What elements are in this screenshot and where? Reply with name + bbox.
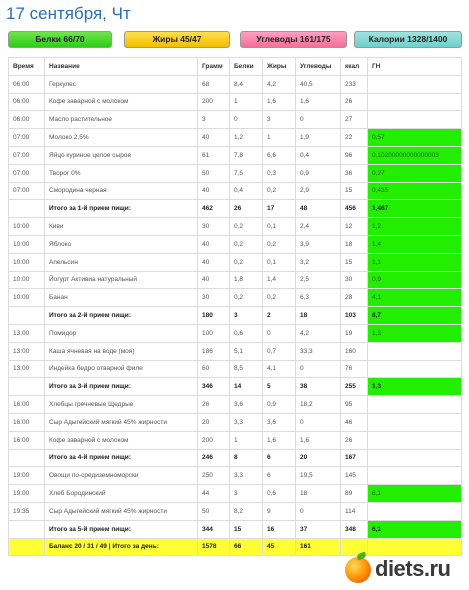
cell-kcal: 12 <box>341 218 368 236</box>
cell-gl <box>368 111 462 129</box>
cell-grams: 50 <box>198 164 230 182</box>
cell-grams: 50 <box>198 502 230 520</box>
cell-time: 13:00 <box>9 342 45 360</box>
cell-kcal: 46 <box>341 413 368 431</box>
cell-fat: 5 <box>263 378 296 396</box>
cell-gl <box>368 431 462 449</box>
cell-grams: 61 <box>198 146 230 164</box>
cell-fat: 1,6 <box>263 431 296 449</box>
cell-protein: 66 <box>230 538 263 556</box>
cell-fat: 0 <box>263 324 296 342</box>
cell-carbs: 6,3 <box>296 289 341 307</box>
cell-fat: 0,1 <box>263 253 296 271</box>
column-header-gl: ГН <box>368 58 462 76</box>
column-header-carbs: Углеводы <box>296 58 341 76</box>
cell-carbs: 3,9 <box>296 235 341 253</box>
table-row <box>9 111 462 129</box>
cell-grams: 200 <box>198 93 230 111</box>
table-row <box>9 360 462 378</box>
cell-fat: 17 <box>263 200 296 218</box>
cell-time: 06:00 <box>9 111 45 129</box>
cell-time: 10:00 <box>9 253 45 271</box>
column-header-grams: Грамм <box>198 58 230 76</box>
cell-gl: 1,467 <box>368 200 462 218</box>
cell-kcal: 95 <box>341 396 368 414</box>
table-row <box>9 129 462 147</box>
cell-grams: 20 <box>198 413 230 431</box>
cell-carbs: 40,5 <box>296 75 341 93</box>
cell-name: Итого за 5-й прием пищи: <box>45 520 198 538</box>
cell-fat: 0,2 <box>263 289 296 307</box>
cell-name: Итого за 2-й прием пищи: <box>45 307 198 325</box>
cell-fat: 1,6 <box>263 93 296 111</box>
table-row <box>9 218 462 236</box>
cell-name: Банан <box>45 289 198 307</box>
fat-badge: Жиры 45/47 <box>124 31 230 48</box>
cell-kcal: 19 <box>341 324 368 342</box>
cell-fat: 9 <box>263 502 296 520</box>
cell-gl: 1,3 <box>368 378 462 396</box>
cell-kcal: 103 <box>341 307 368 325</box>
cell-name: Итого за 3-й прием пищи: <box>45 378 198 396</box>
cell-gl: 4,1 <box>368 289 462 307</box>
cell-kcal: 456 <box>341 200 368 218</box>
carbs-badge: Углеводы 161/175 <box>240 31 347 48</box>
cell-time: 19:35 <box>9 502 45 520</box>
cell-gl: 1,1 <box>368 253 462 271</box>
cell-carbs: 19,5 <box>296 467 341 485</box>
cell-protein: 0,2 <box>230 235 263 253</box>
cell-protein: 8 <box>230 449 263 467</box>
table-row <box>9 467 462 485</box>
cell-protein: 1 <box>230 431 263 449</box>
cell-name: Итого за 1-й прием пищи: <box>45 200 198 218</box>
table-row <box>9 164 462 182</box>
cell-fat: 1,4 <box>263 271 296 289</box>
cell-grams: 186 <box>198 342 230 360</box>
cell-fat: 6 <box>263 449 296 467</box>
cell-fat: 1 <box>263 129 296 147</box>
cell-grams: 344 <box>198 520 230 538</box>
food-diary-table <box>8 57 462 556</box>
cell-kcal: 22 <box>341 129 368 147</box>
cell-name: Сыр Адыгейский мягкий 45% жирности <box>45 502 198 520</box>
cell-grams: 180 <box>198 307 230 325</box>
table-header-row <box>9 58 462 76</box>
cell-carbs: 20 <box>296 449 341 467</box>
cell-kcal: 255 <box>341 378 368 396</box>
cell-fat: 3,6 <box>263 413 296 431</box>
cell-grams: 100 <box>198 324 230 342</box>
cell-protein: 0,4 <box>230 182 263 200</box>
cell-carbs: 4,2 <box>296 324 341 342</box>
cell-grams: 40 <box>198 271 230 289</box>
nutrient-summary <box>8 31 461 48</box>
cell-gl <box>368 396 462 414</box>
cell-time: 07:00 <box>9 164 45 182</box>
cell-gl: 6,1 <box>368 485 462 503</box>
cell-time <box>9 520 45 538</box>
cell-grams: 246 <box>198 449 230 467</box>
cell-name: Овощи по-средиземноморски <box>45 467 198 485</box>
cell-carbs: 1,6 <box>296 93 341 111</box>
cell-kcal: 26 <box>341 93 368 111</box>
cell-grams: 40 <box>198 235 230 253</box>
cell-protein: 3 <box>230 307 263 325</box>
cell-kcal: 30 <box>341 271 368 289</box>
cell-carbs: 161 <box>296 538 341 556</box>
day-title: 17 сентября, Чт <box>6 4 131 23</box>
cell-carbs: 18 <box>296 485 341 503</box>
table-row <box>9 146 462 164</box>
cell-kcal: 114 <box>341 502 368 520</box>
cell-carbs: 18,2 <box>296 396 341 414</box>
cell-gl <box>368 342 462 360</box>
cell-name: Киви <box>45 218 198 236</box>
cell-name: Геркулес <box>45 75 198 93</box>
cell-kcal: 76 <box>341 360 368 378</box>
cell-kcal: 15 <box>341 253 368 271</box>
cell-grams: 40 <box>198 129 230 147</box>
cell-time <box>9 378 45 396</box>
cell-grams: 3 <box>198 111 230 129</box>
cell-carbs: 1,6 <box>296 431 341 449</box>
cell-name: Кофе заварной с молоком <box>45 431 198 449</box>
cell-time: 06:00 <box>9 93 45 111</box>
cell-gl: 0,10200000000000003 <box>368 146 462 164</box>
cell-protein: 0,2 <box>230 218 263 236</box>
cell-time: 13:00 <box>9 324 45 342</box>
cell-grams: 60 <box>198 360 230 378</box>
cell-grams: 346 <box>198 378 230 396</box>
column-header-kcal: ккал <box>341 58 368 76</box>
cell-carbs: 0 <box>296 360 341 378</box>
cell-time: 19:00 <box>9 485 45 503</box>
cell-grams: 26 <box>198 396 230 414</box>
cell-carbs: 0 <box>296 502 341 520</box>
cell-carbs: 0 <box>296 111 341 129</box>
table-row <box>9 431 462 449</box>
cell-name: Итого за 4-й прием пищи: <box>45 449 198 467</box>
apple-icon <box>345 557 371 583</box>
cell-time: 13:00 <box>9 360 45 378</box>
cell-grams: 30 <box>198 218 230 236</box>
cell-kcal: 167 <box>341 449 368 467</box>
cell-fat: 0,9 <box>263 396 296 414</box>
cell-grams: 40 <box>198 182 230 200</box>
cell-protein: 1 <box>230 93 263 111</box>
cell-protein: 0,2 <box>230 289 263 307</box>
column-header-time: Время <box>9 58 45 76</box>
cell-carbs: 2,4 <box>296 218 341 236</box>
cell-protein: 3 <box>230 485 263 503</box>
cell-grams: 30 <box>198 289 230 307</box>
cell-time <box>9 307 45 325</box>
table-row <box>9 324 462 342</box>
table-row <box>9 502 462 520</box>
cell-grams: 1578 <box>198 538 230 556</box>
cell-name: Апельсин <box>45 253 198 271</box>
cell-fat: 0,2 <box>263 182 296 200</box>
cell-protein: 3,3 <box>230 467 263 485</box>
table-row <box>9 342 462 360</box>
cell-gl: 1,2 <box>368 218 462 236</box>
cell-fat: 0,7 <box>263 342 296 360</box>
cell-fat: 4,2 <box>263 75 296 93</box>
cell-gl: 1,4 <box>368 235 462 253</box>
cell-fat: 2 <box>263 307 296 325</box>
cell-grams: 40 <box>198 253 230 271</box>
cell-protein: 3,3 <box>230 413 263 431</box>
cell-gl: 8,7 <box>368 307 462 325</box>
cell-time: 10:00 <box>9 218 45 236</box>
table-row <box>9 413 462 431</box>
cell-time: 10:00 <box>9 235 45 253</box>
column-header-name: Название <box>45 58 198 76</box>
cell-gl <box>368 360 462 378</box>
calories-badge: Калории 1328/1400 <box>354 31 462 48</box>
cell-grams: 200 <box>198 431 230 449</box>
cell-kcal: 348 <box>341 520 368 538</box>
cell-protein: 26 <box>230 200 263 218</box>
cell-fat: 6 <box>263 467 296 485</box>
cell-gl: 1,3 <box>368 324 462 342</box>
cell-kcal: 15 <box>341 182 368 200</box>
cell-carbs: 38 <box>296 378 341 396</box>
cell-gl <box>368 413 462 431</box>
table-row <box>9 289 462 307</box>
cell-protein: 8,5 <box>230 360 263 378</box>
cell-protein: 14 <box>230 378 263 396</box>
cell-kcal: 36 <box>341 164 368 182</box>
table-row <box>9 253 462 271</box>
cell-protein: 0 <box>230 111 263 129</box>
cell-gl: 0,435 <box>368 182 462 200</box>
cell-fat: 4,1 <box>263 360 296 378</box>
cell-gl <box>368 502 462 520</box>
cell-kcal: 233 <box>341 75 368 93</box>
cell-gl: 0,57 <box>368 129 462 147</box>
cell-time <box>9 200 45 218</box>
cell-carbs: 3,2 <box>296 253 341 271</box>
cell-fat: 3 <box>263 111 296 129</box>
cell-grams: 68 <box>198 75 230 93</box>
cell-fat: 6,6 <box>263 146 296 164</box>
cell-protein: 7,8 <box>230 146 263 164</box>
cell-gl: 0,9 <box>368 271 462 289</box>
cell-kcal: 160 <box>341 342 368 360</box>
cell-protein: 8,2 <box>230 502 263 520</box>
cell-name: Помидор <box>45 324 198 342</box>
cell-gl <box>368 538 462 556</box>
cell-grams: 250 <box>198 467 230 485</box>
cell-time: 19:00 <box>9 467 45 485</box>
table-row <box>9 93 462 111</box>
cell-protein: 1,8 <box>230 271 263 289</box>
cell-carbs: 0,4 <box>296 146 341 164</box>
cell-fat: 0,6 <box>263 485 296 503</box>
cell-name: Молоко 2,5% <box>45 129 198 147</box>
cell-carbs: 1,9 <box>296 129 341 147</box>
cell-name: Хлеб Бородинский <box>45 485 198 503</box>
meal-subtotal-row <box>9 449 462 467</box>
cell-name: Индейка бедро отварной филе <box>45 360 198 378</box>
cell-protein: 1,2 <box>230 129 263 147</box>
cell-kcal: 96 <box>341 146 368 164</box>
cell-carbs: 37 <box>296 520 341 538</box>
cell-time: 10:00 <box>9 289 45 307</box>
cell-name: Творог 0% <box>45 164 198 182</box>
cell-time: 16:00 <box>9 413 45 431</box>
cell-protein: 3,6 <box>230 396 263 414</box>
cell-name: Хлебцы гречневые Щедрые <box>45 396 198 414</box>
cell-name: Масло растительное <box>45 111 198 129</box>
table-row <box>9 271 462 289</box>
cell-gl: 6,1 <box>368 520 462 538</box>
cell-kcal: 26 <box>341 431 368 449</box>
meal-subtotal-row <box>9 378 462 396</box>
cell-carbs: 48 <box>296 200 341 218</box>
cell-kcal: 28 <box>341 289 368 307</box>
cell-protein: 7,5 <box>230 164 263 182</box>
cell-name: Баланс 20 / 31 / 49 | Итого за день: <box>45 538 198 556</box>
cell-carbs: 0,9 <box>296 164 341 182</box>
cell-protein: 8,4 <box>230 75 263 93</box>
cell-name: Кофе заварной с молоком <box>45 93 198 111</box>
table-row <box>9 396 462 414</box>
daily-total-row <box>9 538 462 556</box>
cell-carbs: 2,9 <box>296 182 341 200</box>
table-row <box>9 182 462 200</box>
cell-grams: 462 <box>198 200 230 218</box>
cell-protein: 15 <box>230 520 263 538</box>
cell-fat: 45 <box>263 538 296 556</box>
cell-name: Смородина черная <box>45 182 198 200</box>
diets-logo[interactable] <box>345 555 463 585</box>
logo-text: diets.ru <box>375 556 451 581</box>
table-row <box>9 75 462 93</box>
cell-kcal: 18 <box>341 235 368 253</box>
cell-time: 07:00 <box>9 129 45 147</box>
cell-fat: 16 <box>263 520 296 538</box>
protein-badge: Белки 66/70 <box>8 31 112 48</box>
cell-kcal: 27 <box>341 111 368 129</box>
cell-fat: 0,1 <box>263 218 296 236</box>
cell-kcal: 145 <box>341 467 368 485</box>
cell-gl <box>368 93 462 111</box>
table-row <box>9 235 462 253</box>
meal-subtotal-row <box>9 307 462 325</box>
cell-fat: 0,3 <box>263 164 296 182</box>
cell-time: 07:00 <box>9 182 45 200</box>
cell-name: Сыр Адыгейский мягкий 45% жирности <box>45 413 198 431</box>
cell-fat: 0,2 <box>263 235 296 253</box>
cell-carbs: 33,3 <box>296 342 341 360</box>
cell-name: Каша ячневая на воде (моя) <box>45 342 198 360</box>
meal-subtotal-row <box>9 200 462 218</box>
cell-gl: 0,27 <box>368 164 462 182</box>
cell-carbs: 18 <box>296 307 341 325</box>
cell-carbs: 2,5 <box>296 271 341 289</box>
cell-gl <box>368 75 462 93</box>
column-header-protein: Белки <box>230 58 263 76</box>
cell-time: 06:00 <box>9 75 45 93</box>
cell-gl <box>368 467 462 485</box>
cell-carbs: 0 <box>296 413 341 431</box>
meal-subtotal-row <box>9 520 462 538</box>
cell-time <box>9 449 45 467</box>
column-header-fat: Жиры <box>263 58 296 76</box>
cell-name: Йогурт Активиа натуральный <box>45 271 198 289</box>
cell-name: Яблоко <box>45 235 198 253</box>
cell-protein: 0,6 <box>230 324 263 342</box>
cell-protein: 5,1 <box>230 342 263 360</box>
cell-time: 07:00 <box>9 146 45 164</box>
cell-time: 16:00 <box>9 396 45 414</box>
cell-time: 10:00 <box>9 271 45 289</box>
cell-name: Яйцо куриное целое сырое <box>45 146 198 164</box>
cell-protein: 0,2 <box>230 253 263 271</box>
cell-kcal: 89 <box>341 485 368 503</box>
table-row <box>9 485 462 503</box>
cell-grams: 44 <box>198 485 230 503</box>
cell-time: 16:00 <box>9 431 45 449</box>
cell-gl <box>368 449 462 467</box>
cell-time <box>9 538 45 556</box>
